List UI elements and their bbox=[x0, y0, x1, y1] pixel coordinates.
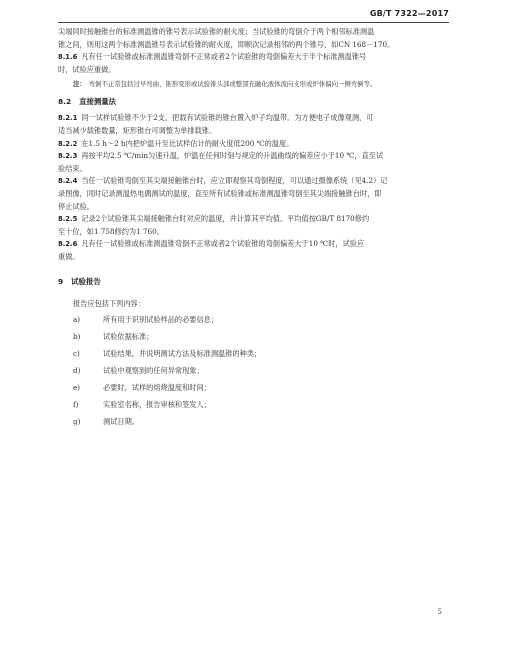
standard-number: GB/T 7322—2017 bbox=[369, 9, 449, 18]
clause-8-2-2 bbox=[58, 138, 449, 151]
list-text: 试验中观察到的任何异常现象； bbox=[103, 365, 204, 375]
clause-number: 8.2.2 bbox=[58, 139, 78, 148]
page-number: 5 bbox=[437, 608, 442, 616]
list-label: d) bbox=[73, 365, 81, 375]
paragraph-line: 时，试验应重做。 bbox=[58, 64, 116, 74]
clause-number: 8.2.5 bbox=[58, 215, 78, 224]
clause-text: 凡有任一试验锥或标准测温锥弯倒不正常或者2个试验锥的弯倒偏差大于半个标准测温锥号 bbox=[81, 52, 367, 62]
clause-text: 当任一试验锥弯倒至其尖端接触锥台时，应立即观察其弯倒程度，可以通过摄像系统（见4.2）记 bbox=[81, 176, 388, 186]
list-label: f) bbox=[73, 399, 79, 409]
clause-number: 8.2.1 bbox=[58, 114, 78, 123]
paragraph-line: 至十位，如1 758修约为1 760。 bbox=[58, 226, 164, 236]
list-text: 试验结果，并说明测试方法及标准测温锥的种类； bbox=[103, 348, 262, 358]
clause-8-2-5 bbox=[58, 213, 449, 226]
clause-text: 同一试样试验锥不少于2支，把载有试验锥的锥台置入炉子均温带。为方便电子成像观测，可 bbox=[81, 113, 374, 123]
list-item bbox=[58, 379, 449, 396]
clause-text: 记录2个试验锥其尖端接触锥台时对应的温度，并计算其平均值。平均值按GB/T 8170修约 bbox=[81, 214, 370, 224]
paragraph-line: 尖端同时接触锥台的标准测温锥的锥号表示试验锥的耐火度；当试验锥的弯倒介于两个相邻标准测温 bbox=[58, 27, 375, 36]
clause-8-2-6 bbox=[58, 238, 449, 251]
section-number: 8.2 bbox=[58, 97, 72, 107]
clause-number: 8.2.3 bbox=[58, 152, 78, 161]
list-text: 实验室名称，报告审核和签发人； bbox=[103, 399, 211, 409]
list-text: 试验依据标准； bbox=[103, 331, 154, 341]
note bbox=[58, 79, 449, 90]
list-label: g) bbox=[73, 416, 81, 426]
clause-8-2-1 bbox=[58, 112, 449, 125]
list-item bbox=[58, 328, 449, 345]
report-lead: 报告应包括下列内容： bbox=[73, 298, 145, 308]
paragraph-line: 验结束。 bbox=[58, 163, 87, 173]
section-9-heading bbox=[58, 276, 449, 288]
clause-number: 8.2.6 bbox=[58, 240, 78, 249]
header-rule bbox=[58, 22, 449, 23]
clause-8-2-4 bbox=[58, 175, 449, 188]
paragraph-line: 停止试验。 bbox=[58, 201, 94, 211]
list-text: 所有用于识别试验样品的必要信息； bbox=[103, 314, 219, 324]
clause-text: 再按平均2.5 ℃/min匀速升温，炉温在任何时刻与规定的升温曲线的偏差应小于10 ℃，直至试 bbox=[81, 151, 384, 161]
clause-text: 在1.5 h～2 h内把炉温升至比试样估计的耐火度低200 ℃的温度。 bbox=[81, 138, 294, 148]
paragraph-line: 适当减少载锥数量，矩形锥台可调整为单排载锥。 bbox=[58, 125, 217, 135]
list-item bbox=[58, 311, 449, 328]
list-label: e) bbox=[73, 382, 81, 392]
note-text: 弯倒不正常包括过早弯曲、锥形变形或试验锥头部或整部充融化液体流向支形或炉体偏向一侧弯倒等。 bbox=[88, 80, 377, 89]
list-label: c) bbox=[73, 348, 80, 358]
section-title: 直接测量法 bbox=[79, 97, 117, 107]
clause-number: 8.1.6 bbox=[58, 53, 78, 62]
section-8-2-heading bbox=[58, 96, 449, 108]
list-item bbox=[58, 345, 449, 362]
clause-8-2-3 bbox=[58, 150, 449, 163]
paragraph-line: 重做。 bbox=[58, 251, 80, 261]
paragraph-line: 锥之间，则用这两个标准测温锥号表示试验锥的耐火度，即顺次记录相邻的两个锥号，如CN 168－170。 bbox=[58, 39, 395, 49]
page-content bbox=[58, 26, 449, 430]
list-text: 必要时，试样的熔烧温度和时间； bbox=[103, 382, 211, 392]
clause-text: 凡有任一试验锥或标准测温锥弯倒不正常或者2个试验锥的弯倒偏差大于10 ℃时，试验应 bbox=[81, 239, 365, 249]
note-label: 注： bbox=[73, 80, 86, 89]
list-text: 测试日期。 bbox=[103, 416, 139, 426]
section-number: 9 bbox=[58, 276, 64, 286]
list-label: a) bbox=[73, 314, 81, 324]
clause-8-1-6 bbox=[58, 51, 449, 64]
paragraph-line: 录图像，同时记录测温热电偶测试的温度，直至所有试验锥或标准测温锥弯倒至其尖端接触锥台时，即 bbox=[58, 188, 382, 198]
section-title: 试验报告 bbox=[71, 276, 101, 286]
list-item bbox=[58, 362, 449, 379]
list-label: b) bbox=[73, 331, 81, 341]
list-item bbox=[58, 413, 449, 430]
list-item bbox=[58, 396, 449, 413]
clause-number: 8.2.4 bbox=[58, 177, 78, 186]
